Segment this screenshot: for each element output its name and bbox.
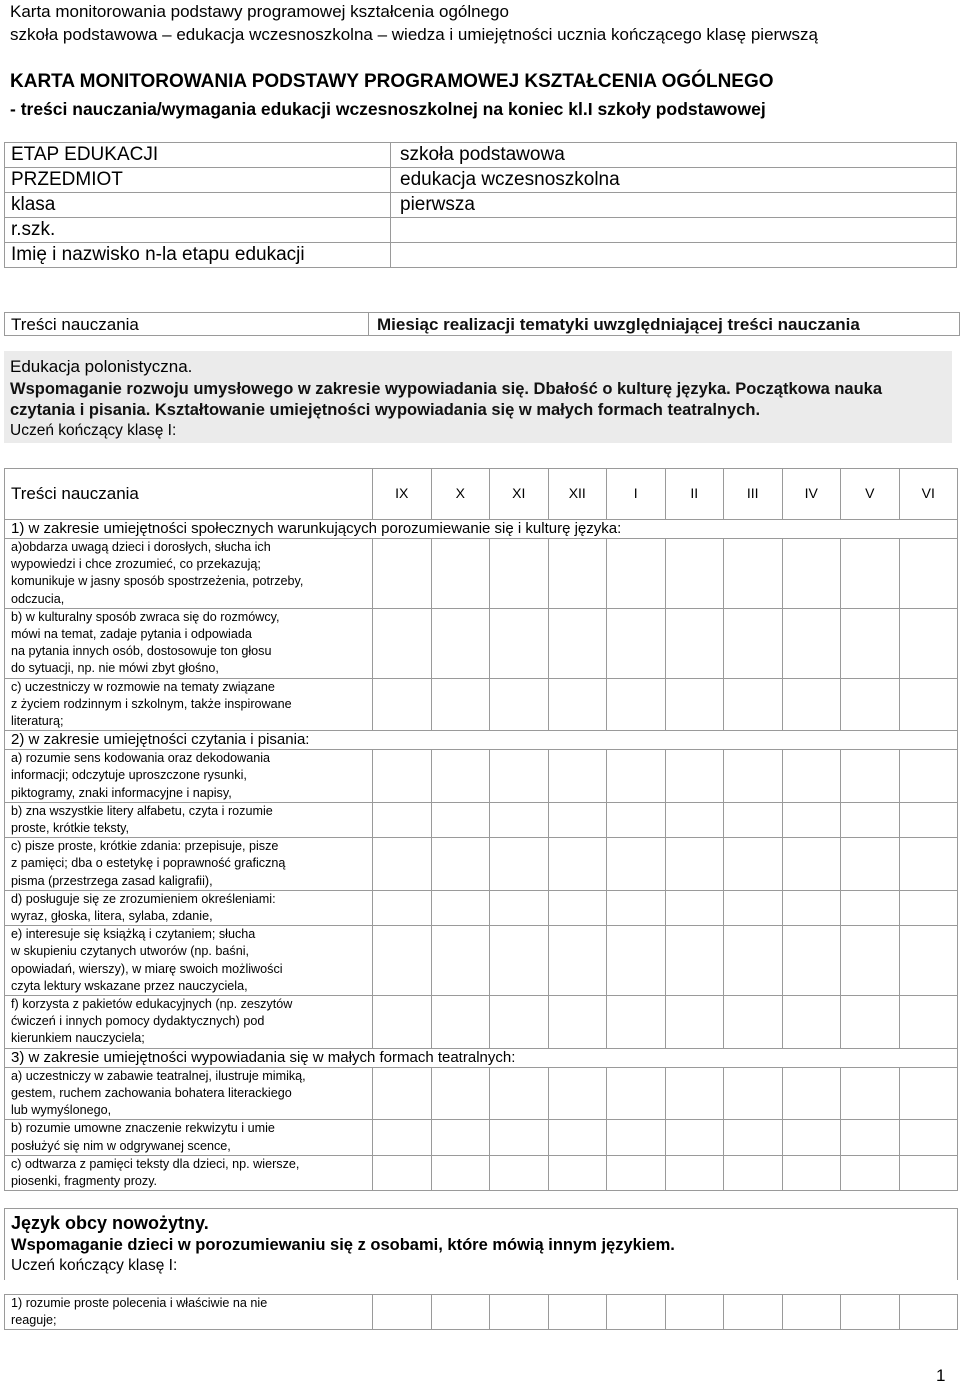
month-cell[interactable]: [607, 1295, 666, 1330]
table-row: [5, 926, 958, 996]
month-cell[interactable]: [431, 1295, 490, 1330]
month-cell[interactable]: [899, 802, 958, 837]
info-label: PRZEDMIOT: [5, 168, 391, 193]
month-cell[interactable]: [782, 926, 841, 996]
month-cell[interactable]: [899, 838, 958, 891]
month-header: II: [665, 469, 724, 520]
section-row: [5, 1048, 958, 1067]
month-cell[interactable]: [899, 539, 958, 609]
section-heading: 2) w zakresie umiejętności czytania i pisania:: [5, 731, 958, 750]
content-cell: c) pisze proste, krótkie zdania: przepisuje, pisze z pamięci; dba o estetykę i poprawność graficzną pisma (przestrzega zasad kaligrafii),: [5, 838, 373, 891]
month-header: V: [841, 469, 900, 520]
month-cell[interactable]: [490, 802, 549, 837]
month-cell[interactable]: [841, 996, 900, 1049]
month-cell[interactable]: [724, 1067, 783, 1120]
content-cell: f) korzysta z pakietów edukacyjnych (np. zeszytów ćwiczeń i innych pomocy dydaktycznych) pod kierunkiem nauczyciela;: [5, 996, 373, 1049]
month-cell[interactable]: [548, 838, 607, 891]
language-table: [4, 1294, 958, 1330]
month-cell[interactable]: [899, 750, 958, 803]
month-cell[interactable]: [724, 926, 783, 996]
month-cell[interactable]: [665, 1295, 724, 1330]
content-cell: a) rozumie sens kodowania oraz dekodowania informacji; odczytuje uproszczone rysunki, piktogramy, znaki informacyjne i napisy,: [5, 750, 373, 803]
info-table: [4, 142, 957, 268]
header-line-2: szkoła podstawowa – edukacja wczesnoszkolna – wiedza i umiejętności ucznia kończącego klasę pierwszą: [10, 25, 818, 44]
month-cell[interactable]: [490, 1120, 549, 1155]
language-section: [4, 1208, 958, 1280]
table-row: [5, 750, 958, 803]
info-label: r.szk.: [5, 218, 391, 243]
month-cell[interactable]: [548, 750, 607, 803]
month-header: IX: [373, 469, 432, 520]
month-cell[interactable]: [607, 926, 666, 996]
month-cell[interactable]: [899, 1067, 958, 1120]
header-line-1: Karta monitorowania podstawy programowej kształcenia ogólnego: [10, 2, 509, 21]
month-cell[interactable]: [899, 1120, 958, 1155]
month-cell[interactable]: [490, 678, 549, 731]
month-cell[interactable]: [607, 750, 666, 803]
month-cell[interactable]: [841, 1295, 900, 1330]
month-cell[interactable]: [490, 1067, 549, 1120]
month-cell[interactable]: [841, 539, 900, 609]
month-cell[interactable]: [841, 926, 900, 996]
month-cell[interactable]: [431, 802, 490, 837]
month-cell[interactable]: [373, 678, 432, 731]
month-cell[interactable]: [782, 996, 841, 1049]
month-cell[interactable]: [724, 996, 783, 1049]
month-cell[interactable]: [548, 890, 607, 925]
section-row: [5, 731, 958, 750]
section-row: [5, 520, 958, 539]
month-cell[interactable]: [548, 802, 607, 837]
month-cell[interactable]: [373, 539, 432, 609]
month-cell[interactable]: [841, 838, 900, 891]
month-cell[interactable]: [490, 608, 549, 678]
month-cell[interactable]: [490, 750, 549, 803]
month-cell[interactable]: [607, 1120, 666, 1155]
section-heading: 1) w zakresie umiejętności społecznych warunkujących porozumiewanie się i kulturę języka:: [5, 520, 958, 539]
polish-description: Wspomaganie rozwoju umysłowego w zakresie wypowiadania się. Dbałość o kulturę języka. Początkowa nauka czytania i pisania. Kształtowanie umiejętności wypowiadania się w małych formach teatralnych.: [10, 380, 883, 419]
month-cell[interactable]: [431, 1067, 490, 1120]
month-cell[interactable]: [607, 678, 666, 731]
month-cell[interactable]: [665, 838, 724, 891]
month-header: X: [431, 469, 490, 520]
month-cell[interactable]: [782, 1295, 841, 1330]
month-cell[interactable]: [665, 1155, 724, 1190]
content-cell: c) uczestniczy w rozmowie na tematy związane z życiem rodzinnym i szkolnym, także inspirowane literaturą;: [5, 678, 373, 731]
month-header: I: [607, 469, 666, 520]
monitoring-table: [4, 468, 958, 1191]
month-cell[interactable]: [431, 750, 490, 803]
month-header: XI: [490, 469, 549, 520]
month-cell[interactable]: [724, 1295, 783, 1330]
info-value[interactable]: [391, 218, 957, 243]
month-cell[interactable]: [665, 1067, 724, 1120]
month-cell[interactable]: [782, 678, 841, 731]
polish-title: Edukacja polonistyczna.: [10, 357, 193, 376]
month-cell[interactable]: [782, 539, 841, 609]
month-cell[interactable]: [841, 608, 900, 678]
month-cell[interactable]: [841, 750, 900, 803]
month-cell[interactable]: [548, 926, 607, 996]
info-row: [5, 168, 957, 193]
document-subtitle: - treści nauczania/wymagania edukacji wczesnoszkolnej na koniec kl.I szkoły podstawowej: [10, 99, 766, 119]
month-cell[interactable]: [548, 678, 607, 731]
month-cell[interactable]: [782, 750, 841, 803]
table-row: [5, 1295, 958, 1330]
month-cell[interactable]: [548, 1295, 607, 1330]
month-cell[interactable]: [548, 996, 607, 1049]
month-cell[interactable]: [899, 890, 958, 925]
content-cell: b) zna wszystkie litery alfabetu, czyta i rozumie proste, krótkie teksty,: [5, 802, 373, 837]
info-label: ETAP EDUKACJI: [5, 143, 391, 168]
polish-section: [4, 351, 952, 443]
month-cell[interactable]: [373, 1120, 432, 1155]
month-cell[interactable]: [431, 1120, 490, 1155]
month-cell[interactable]: [548, 539, 607, 609]
month-cell[interactable]: [899, 678, 958, 731]
content-cell: a) uczestniczy w zabawie teatralnej, ilustruje mimiką, gestem, ruchem zachowania bohatera literackiego lub wymyślonego,: [5, 1067, 373, 1120]
month-cell[interactable]: [899, 608, 958, 678]
month-cell[interactable]: [607, 1155, 666, 1190]
month-cell[interactable]: [665, 802, 724, 837]
month-cell[interactable]: [782, 608, 841, 678]
info-value[interactable]: pierwsza: [391, 193, 957, 218]
summary-left-cell: [4, 312, 369, 336]
month-cell[interactable]: [548, 608, 607, 678]
month-cell[interactable]: [431, 996, 490, 1049]
month-cell[interactable]: [724, 838, 783, 891]
month-cell[interactable]: [548, 1155, 607, 1190]
month-cell[interactable]: [782, 838, 841, 891]
month-cell[interactable]: [373, 802, 432, 837]
month-cell[interactable]: [490, 1295, 549, 1330]
info-value[interactable]: [391, 243, 957, 268]
month-cell[interactable]: [841, 678, 900, 731]
month-cell[interactable]: [373, 1295, 432, 1330]
month-cell[interactable]: [841, 802, 900, 837]
month-cell[interactable]: [665, 539, 724, 609]
month-cell[interactable]: [373, 1067, 432, 1120]
content-cell: a)obdarza uwagą dzieci i dorosłych, słucha ich wypowiedzi i chce zrozumieć, co przekazują; komunikuje w jasny sposób spostrzeżenia, potrzeby, odczucia,: [5, 539, 373, 609]
info-row: [5, 143, 957, 168]
month-cell[interactable]: [899, 996, 958, 1049]
month-cell[interactable]: [665, 750, 724, 803]
summary-left-label: Treści nauczania: [11, 315, 139, 334]
month-cell[interactable]: [724, 750, 783, 803]
month-cell[interactable]: [899, 1155, 958, 1190]
month-cell[interactable]: [782, 1155, 841, 1190]
month-cell[interactable]: [490, 838, 549, 891]
page-number: 1: [936, 1366, 946, 1385]
month-cell[interactable]: [548, 1067, 607, 1120]
month-cell[interactable]: [373, 608, 432, 678]
month-cell[interactable]: [782, 1120, 841, 1155]
month-cell[interactable]: [782, 1067, 841, 1120]
language-student: Uczeń kończący klasę I:: [11, 1257, 178, 1274]
month-cell[interactable]: [373, 996, 432, 1049]
month-cell[interactable]: [724, 890, 783, 925]
month-cell[interactable]: [665, 926, 724, 996]
month-cell[interactable]: [431, 608, 490, 678]
month-cell[interactable]: [724, 1120, 783, 1155]
month-cell[interactable]: [665, 608, 724, 678]
month-cell[interactable]: [899, 926, 958, 996]
info-row: [5, 218, 957, 243]
column-header-content: Treści nauczania: [5, 469, 373, 520]
month-cell[interactable]: [607, 802, 666, 837]
month-header: XII: [548, 469, 607, 520]
month-cell[interactable]: [607, 890, 666, 925]
month-cell[interactable]: [841, 1155, 900, 1190]
month-cell[interactable]: [724, 802, 783, 837]
content-cell: 1) rozumie proste polecenia i właściwie na nie reaguje;: [5, 1295, 373, 1330]
month-header: III: [724, 469, 783, 520]
month-cell[interactable]: [490, 1155, 549, 1190]
month-cell[interactable]: [724, 678, 783, 731]
polish-student: Uczeń kończący klasę I:: [10, 422, 177, 439]
month-cell[interactable]: [607, 996, 666, 1049]
document-title: KARTA MONITOROWANIA PODSTAWY PROGRAMOWEJ KSZTAŁCENIA OGÓLNEGO: [10, 71, 774, 92]
table-row: [5, 608, 958, 678]
month-header: VI: [899, 469, 958, 520]
month-cell[interactable]: [548, 1120, 607, 1155]
table-row: [5, 539, 958, 609]
month-header: IV: [782, 469, 841, 520]
table-row: [5, 1120, 958, 1155]
month-cell[interactable]: [899, 1295, 958, 1330]
month-cell[interactable]: [607, 608, 666, 678]
info-label: klasa: [5, 193, 391, 218]
info-row: [5, 243, 957, 268]
month-cell[interactable]: [724, 608, 783, 678]
month-cell[interactable]: [373, 890, 432, 925]
info-label: Imię i nazwisko n-la etapu edukacji: [5, 243, 391, 268]
month-cell[interactable]: [607, 539, 666, 609]
summary-right-label: Miesiąc realizacji tematyki uwzględniającej treści nauczania: [377, 315, 860, 334]
month-cell[interactable]: [373, 1155, 432, 1190]
month-cell[interactable]: [373, 750, 432, 803]
content-cell: b) w kulturalny sposób zwraca się do rozmówcy, mówi na temat, zadaje pytania i odpowiada na pytania innych osób, dostosowuje ton głosu do sytuacji, np. nie mówi zbyt głośno,: [5, 608, 373, 678]
content-cell: e) interesuje się książką i czytaniem; słucha w skupieniu czytanych utworów (np. baśni, opowiadań, wierszy), w miarę swoich możliwości czyta lektury wskazane przez nauczyciela,: [5, 926, 373, 996]
month-cell[interactable]: [431, 926, 490, 996]
month-cell[interactable]: [490, 890, 549, 925]
month-cell[interactable]: [782, 802, 841, 837]
month-cell[interactable]: [665, 678, 724, 731]
month-cell[interactable]: [490, 926, 549, 996]
language-title: Język obcy nowożytny.: [11, 1213, 209, 1233]
month-cell[interactable]: [841, 890, 900, 925]
month-cell[interactable]: [373, 838, 432, 891]
table-row: [5, 678, 958, 731]
content-cell: c) odtwarza z pamięci teksty dla dzieci, np. wiersze, piosenki, fragmenty prozy.: [5, 1155, 373, 1190]
month-cell[interactable]: [724, 539, 783, 609]
content-cell: b) rozumie umowne znaczenie rekwizytu i umie posłużyć się nim w odgrywanej scence,: [5, 1120, 373, 1155]
table-row: [5, 890, 958, 925]
info-value[interactable]: szkoła podstawowa: [391, 143, 957, 168]
month-cell[interactable]: [607, 838, 666, 891]
table-row: [5, 802, 958, 837]
month-cell[interactable]: [724, 1155, 783, 1190]
month-cell[interactable]: [431, 678, 490, 731]
month-cell[interactable]: [665, 996, 724, 1049]
month-cell[interactable]: [665, 1120, 724, 1155]
month-cell[interactable]: [431, 539, 490, 609]
month-cell[interactable]: [431, 1155, 490, 1190]
info-row: [5, 193, 957, 218]
month-cell[interactable]: [490, 539, 549, 609]
section-heading: 3) w zakresie umiejętności wypowiadania się w małych formach teatralnych:: [5, 1048, 958, 1067]
content-cell: d) posługuje się ze zrozumieniem określeniami: wyraz, głoska, litera, sylaba, zdanie,: [5, 890, 373, 925]
month-cell[interactable]: [782, 890, 841, 925]
month-cell[interactable]: [431, 838, 490, 891]
info-value[interactable]: edukacja wczesnoszkolna: [391, 168, 957, 193]
table-row: [5, 838, 958, 891]
table-row: [5, 996, 958, 1049]
month-cell[interactable]: [607, 1067, 666, 1120]
language-description: Wspomaganie dzieci w porozumiewaniu się z osobami, które mówią innym językiem.: [11, 1236, 675, 1254]
month-cell[interactable]: [431, 890, 490, 925]
month-cell[interactable]: [841, 1067, 900, 1120]
table-row: [5, 1155, 958, 1190]
month-cell[interactable]: [373, 926, 432, 996]
summary-right-cell: [368, 312, 960, 336]
month-cell[interactable]: [490, 996, 549, 1049]
month-cell[interactable]: [665, 890, 724, 925]
table-row: [5, 1067, 958, 1120]
month-cell[interactable]: [841, 1120, 900, 1155]
